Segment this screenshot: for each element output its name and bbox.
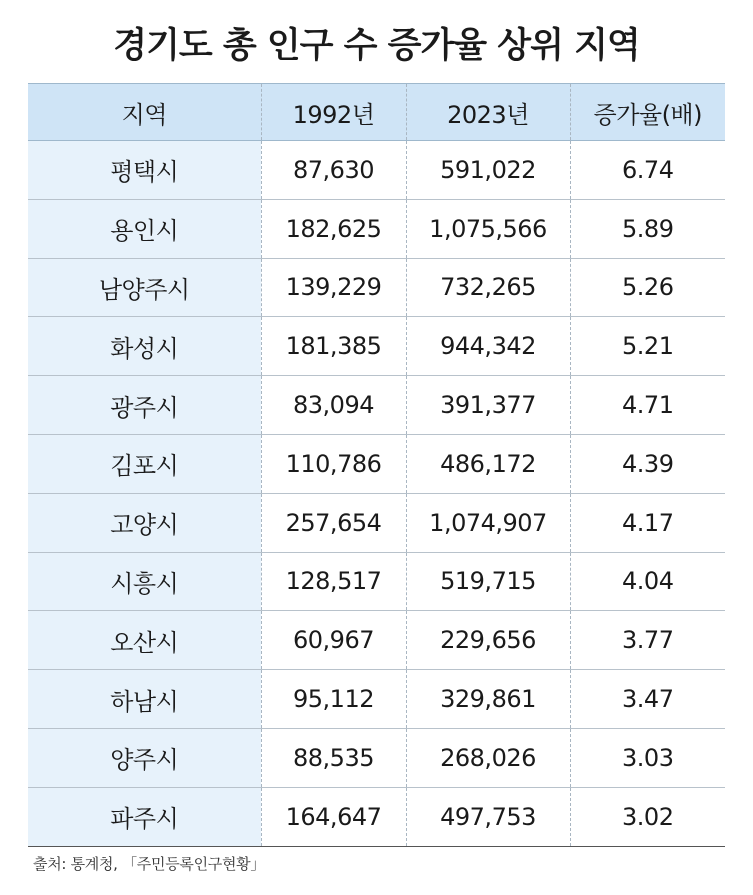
cell-2023: 591,022: [406, 141, 570, 200]
chart-title: 경기도 총 인구 수 증가율 상위 지역: [113, 26, 640, 66]
cell-growth-rate: 4.39: [570, 434, 725, 493]
table-row: [28, 434, 725, 493]
cell-region: 평택시: [28, 141, 261, 200]
cell-region: 오산시: [28, 611, 261, 670]
cell-1992: 128,517: [261, 552, 406, 611]
table-row: [28, 141, 725, 200]
source-note: 출처: 통계청, 「주민등록인구현황」: [33, 855, 266, 873]
header-growth-rate: 증가율(배): [570, 84, 725, 141]
cell-region: 김포시: [28, 434, 261, 493]
cell-2023: 497,753: [406, 787, 570, 846]
cell-2023: 732,265: [406, 258, 570, 317]
cell-2023: 229,656: [406, 611, 570, 670]
cell-region: 용인시: [28, 199, 261, 258]
header-1992: 1992년: [261, 84, 406, 141]
cell-1992: 139,229: [261, 258, 406, 317]
cell-2023: 391,377: [406, 376, 570, 435]
cell-1992: 87,630: [261, 141, 406, 200]
population-growth-table: [28, 83, 725, 847]
cell-growth-rate: 5.26: [570, 258, 725, 317]
cell-1992: 182,625: [261, 199, 406, 258]
table-row: [28, 258, 725, 317]
cell-growth-rate: 3.03: [570, 728, 725, 787]
table-row: [28, 611, 725, 670]
cell-growth-rate: 3.77: [570, 611, 725, 670]
cell-growth-rate: 4.71: [570, 376, 725, 435]
cell-2023: 519,715: [406, 552, 570, 611]
table-row: [28, 199, 725, 258]
cell-2023: 486,172: [406, 434, 570, 493]
cell-1992: 110,786: [261, 434, 406, 493]
cell-region: 광주시: [28, 376, 261, 435]
cell-1992: 257,654: [261, 493, 406, 552]
cell-1992: 83,094: [261, 376, 406, 435]
cell-2023: 1,075,566: [406, 199, 570, 258]
table-row: [28, 376, 725, 435]
cell-2023: 268,026: [406, 728, 570, 787]
table-row: [28, 728, 725, 787]
cell-region: 양주시: [28, 728, 261, 787]
cell-2023: 1,074,907: [406, 493, 570, 552]
table-row: [28, 552, 725, 611]
table-row: [28, 787, 725, 846]
cell-1992: 181,385: [261, 317, 406, 376]
table-row: [28, 317, 725, 376]
cell-growth-rate: 4.04: [570, 552, 725, 611]
table-header-row: [28, 84, 725, 141]
table-row: [28, 493, 725, 552]
header-region: 지역: [28, 84, 261, 141]
cell-growth-rate: 3.47: [570, 670, 725, 729]
cell-2023: 944,342: [406, 317, 570, 376]
cell-2023: 329,861: [406, 670, 570, 729]
cell-growth-rate: 4.17: [570, 493, 725, 552]
cell-1992: 95,112: [261, 670, 406, 729]
cell-1992: 164,647: [261, 787, 406, 846]
cell-growth-rate: 3.02: [570, 787, 725, 846]
cell-region: 파주시: [28, 787, 261, 846]
cell-growth-rate: 6.74: [570, 141, 725, 200]
cell-region: 하남시: [28, 670, 261, 729]
cell-region: 남양주시: [28, 258, 261, 317]
cell-1992: 60,967: [261, 611, 406, 670]
cell-growth-rate: 5.21: [570, 317, 725, 376]
cell-region: 고양시: [28, 493, 261, 552]
table-row: [28, 670, 725, 729]
cell-1992: 88,535: [261, 728, 406, 787]
cell-region: 화성시: [28, 317, 261, 376]
cell-region: 시흥시: [28, 552, 261, 611]
header-2023: 2023년: [406, 84, 570, 141]
cell-growth-rate: 5.89: [570, 199, 725, 258]
